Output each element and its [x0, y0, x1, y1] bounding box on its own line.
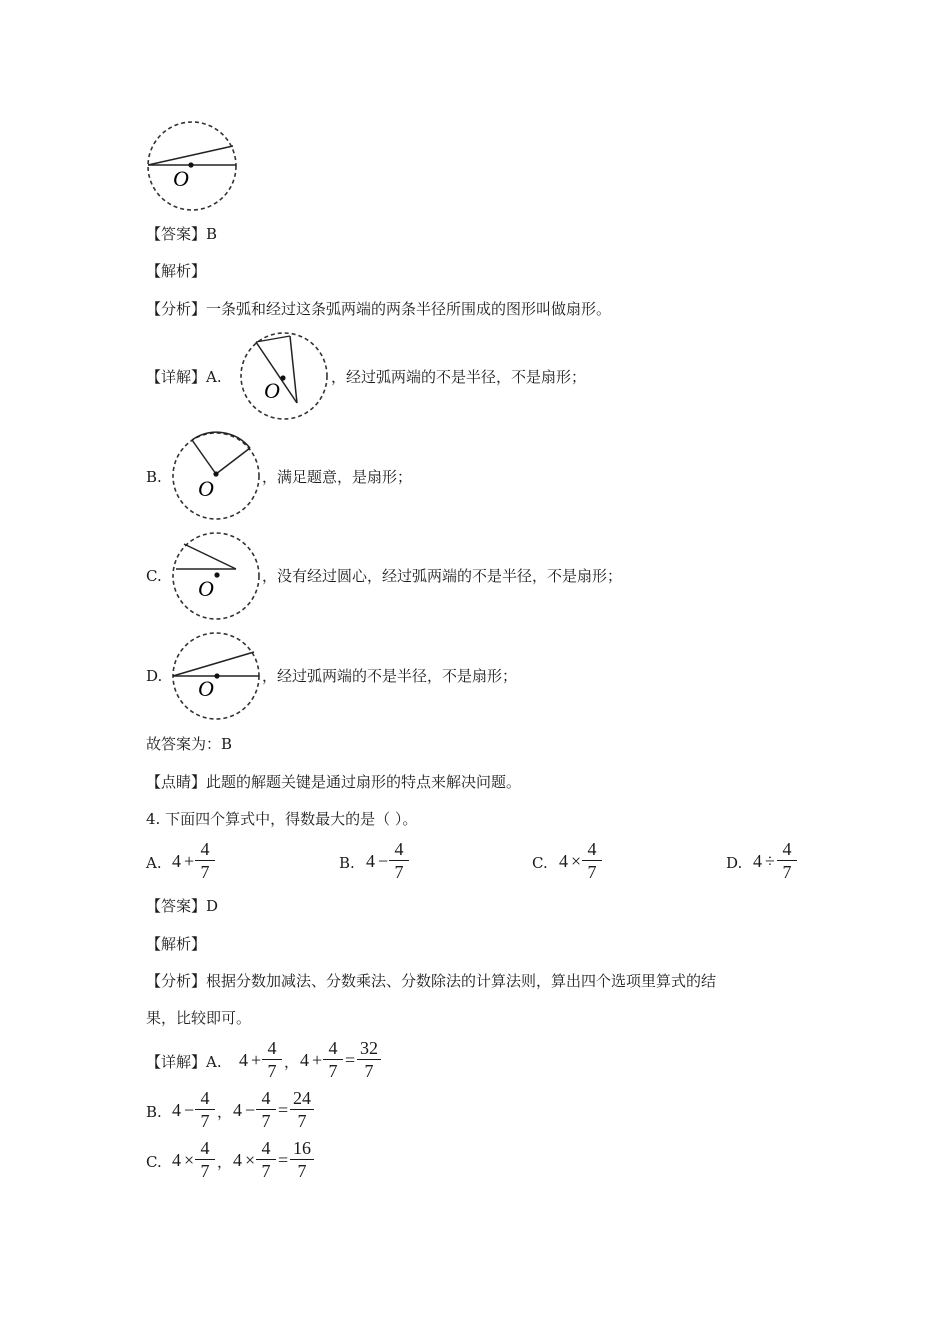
top-circle-figure [140, 118, 244, 214]
q3-analysis: 【分析】一条弧和经过这条弧两端的两条半径所围成的图形叫做扇形。 [146, 300, 612, 318]
q3-final-answer: 故答案为：B [146, 735, 233, 753]
option-a-circle-figure [238, 330, 330, 422]
option-d-explanation: ，经过弧两端的不是半径，不是扇形； [262, 667, 518, 685]
svg-text:O: O [198, 576, 214, 601]
svg-text:O: O [198, 676, 214, 701]
option-b-circle-figure [170, 430, 262, 522]
q4-analysis-line2: 果，比较即可。 [146, 1009, 252, 1027]
q3-key-point: 【点睛】此题的解题关键是通过扇形的特点来解决问题。 [146, 773, 522, 791]
q4-jiexi: 【解析】 [146, 935, 207, 953]
q3-answer: 【答案】B [146, 225, 218, 243]
svg-text:O: O [198, 476, 214, 501]
q4-question: 4. 下面四个算式中，得数最大的是（ ）。 [146, 810, 418, 828]
svg-text:O: O [173, 166, 189, 191]
option-d-circle-figure [170, 630, 262, 722]
q4-analysis-line1: 【分析】根据分数加减法、分数乘法、分数除法的计算法则，算出四个选项里算式的结 [146, 972, 717, 990]
q3-detail-prefix: 【详解】A. [146, 368, 222, 386]
option-c-explanation: ，没有经过圆心，经过弧两端的不是半径，不是扇形； [262, 567, 623, 585]
q4-answer: 【答案】D [146, 897, 219, 915]
option-c-label: C. [146, 567, 162, 585]
option-d-label: D. [146, 667, 163, 685]
svg-text:O: O [264, 378, 280, 403]
option-b-label: B. [146, 468, 162, 486]
option-b-explanation: ，满足题意，是扇形； [262, 468, 413, 486]
option-c-circle-figure [170, 530, 262, 622]
option-a-explanation: ，经过弧两端的不是半径，不是扇形； [331, 368, 587, 386]
q3-jiexi: 【解析】 [146, 262, 207, 280]
